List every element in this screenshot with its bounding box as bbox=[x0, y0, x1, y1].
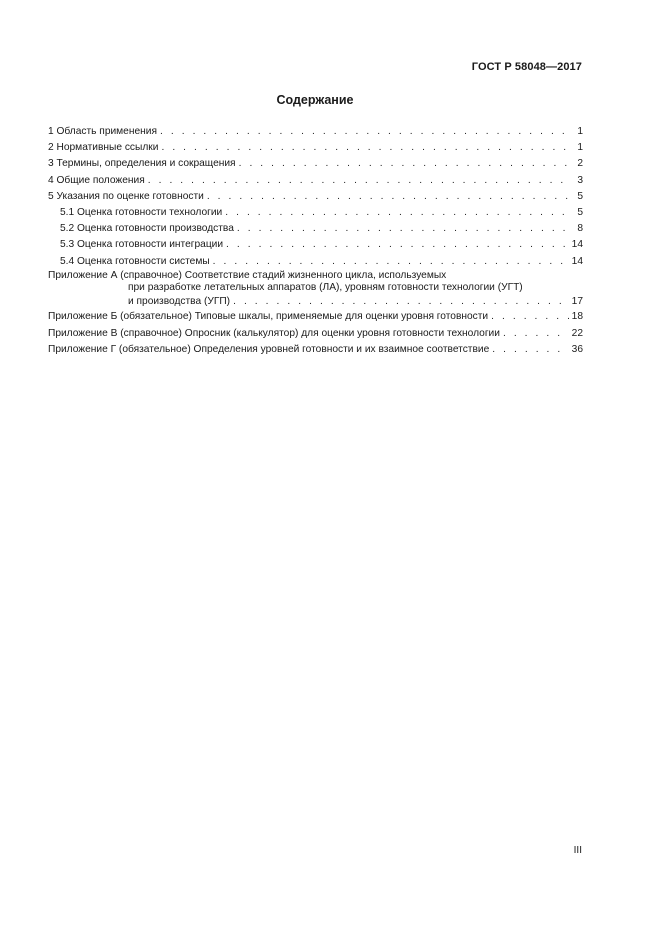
dot-leader bbox=[226, 237, 569, 253]
toc-entry-appendix-b[interactable] bbox=[48, 309, 583, 325]
toc-entry-production-readiness[interactable] bbox=[48, 221, 583, 237]
dot-leader bbox=[491, 309, 569, 325]
toc-title: Содержание bbox=[276, 93, 354, 107]
dot-leader bbox=[161, 140, 570, 156]
dot-leader bbox=[237, 221, 570, 237]
toc-entry-appendix-a[interactable] bbox=[48, 270, 583, 310]
toc-entry-references[interactable] bbox=[48, 140, 583, 156]
dot-leader bbox=[239, 156, 570, 172]
toc-entry-label-line: и производства (УГП) bbox=[128, 296, 231, 308]
toc-entry-scope[interactable] bbox=[48, 124, 583, 140]
toc-entry-page: 1 bbox=[577, 142, 583, 154]
toc-entry-readiness-guidance[interactable] bbox=[48, 189, 583, 205]
toc-entry-page: 5 bbox=[577, 206, 583, 218]
toc-entry-general[interactable] bbox=[48, 173, 583, 189]
dot-leader bbox=[225, 205, 570, 221]
dot-leader bbox=[503, 326, 569, 342]
toc-entry-page: 1 bbox=[577, 126, 583, 137]
dot-leader bbox=[492, 342, 568, 358]
toc-entry-page: 3 bbox=[577, 174, 583, 186]
table-of-contents bbox=[48, 124, 583, 358]
toc-entry-label: 5.4 Оценка готовности системы bbox=[60, 255, 210, 267]
dot-leader bbox=[207, 189, 570, 205]
toc-entry-appendix-g[interactable] bbox=[48, 342, 583, 358]
dot-leader bbox=[233, 294, 569, 310]
toc-entry-page: 18 bbox=[571, 311, 583, 323]
toc-entry-page: 5 bbox=[577, 190, 583, 202]
toc-entry-page: 14 bbox=[571, 255, 583, 267]
toc-entry-label: 2 Нормативные ссылки bbox=[48, 142, 159, 154]
toc-entry-appendix-v[interactable] bbox=[48, 326, 583, 342]
toc-entry-label: 5.2 Оценка готовности производства bbox=[60, 223, 234, 235]
dot-leader bbox=[160, 124, 570, 140]
toc-entry-last-line bbox=[48, 294, 583, 309]
toc-entry-terms[interactable] bbox=[48, 156, 583, 172]
dot-leader bbox=[148, 173, 570, 189]
toc-entry-label: 5 Указания по оценке готовности bbox=[48, 190, 204, 202]
page-number: III bbox=[573, 845, 582, 856]
toc-entry-label: 1 Область применения bbox=[48, 126, 157, 137]
toc-entry-page: 2 bbox=[577, 158, 583, 170]
toc-entry-page: 14 bbox=[571, 239, 583, 251]
toc-entry-label: 5.3 Оценка готовности интеграции bbox=[60, 239, 224, 251]
toc-entry-page: 17 bbox=[571, 296, 583, 308]
toc-entry-page: 8 bbox=[577, 223, 583, 235]
toc-entry-technology-readiness[interactable] bbox=[48, 205, 583, 221]
dot-leader bbox=[213, 254, 569, 270]
toc-entry-integration-readiness[interactable] bbox=[48, 237, 583, 253]
toc-entry-system-readiness[interactable] bbox=[48, 254, 583, 270]
document-id: ГОСТ Р 58048—2017 bbox=[471, 61, 582, 73]
toc-entry-label-line: Приложение А (справочное) Соответствие стадий жизненного цикла, используемых bbox=[48, 269, 447, 281]
toc-entry-label-line: при разработке летательных аппаратов (ЛА), уровням готовности технологии (УГТ) bbox=[128, 282, 523, 294]
toc-entry-label: Приложение Б (обязательное) Типовые шкалы, применяемые для оценки уровня готовности bbox=[48, 311, 489, 323]
toc-entry-label: 4 Общие положения bbox=[48, 174, 145, 186]
toc-entry-page: 36 bbox=[571, 343, 583, 355]
toc-entry-label: Приложение Г (обязательное) Определения уровней готовности и их взаимное соответствие bbox=[48, 343, 490, 355]
toc-entry-label: 3 Термины, определения и сокращения bbox=[48, 158, 236, 170]
toc-entry-label: Приложение В (справочное) Опросник (калькулятор) для оценки уровня готовности технологии bbox=[48, 327, 500, 339]
toc-entry-page: 22 bbox=[571, 327, 583, 339]
toc-entry-label: 5.1 Оценка готовности технологии bbox=[60, 206, 223, 218]
